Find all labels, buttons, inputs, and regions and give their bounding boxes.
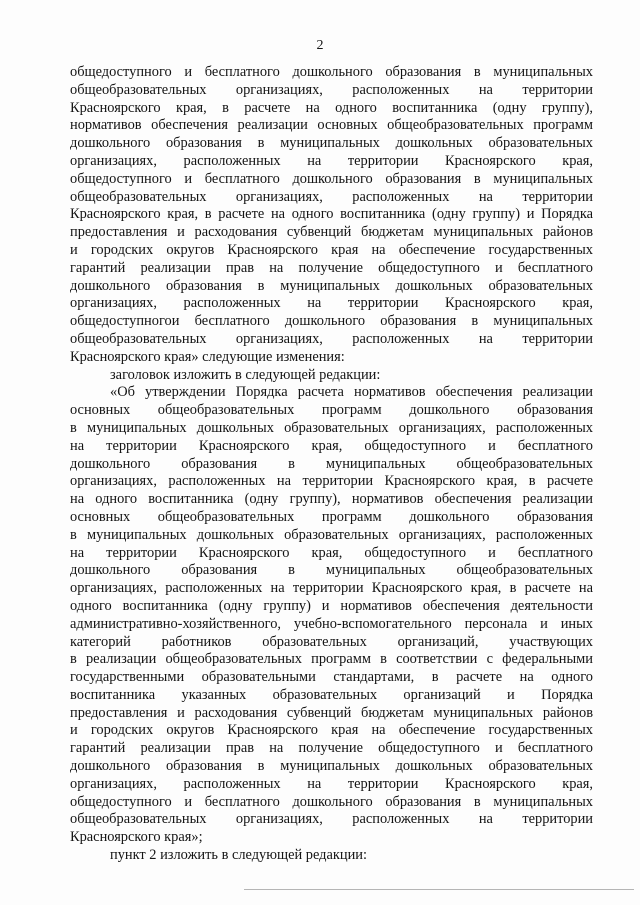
text-line: гарантий реализации прав на получение общедоступного и бесплатного: [70, 259, 593, 276]
text-line: организациях, расположенных на территории Красноярского края, в расчете: [70, 473, 593, 490]
text-line: пункт 2 изложить в следующей редакции:: [110, 847, 367, 864]
text-line: в муниципальных дошкольных образовательных организациях, расположенных: [70, 526, 593, 543]
text-line: основных общеобразовательных программ дошкольного образования: [70, 508, 593, 525]
text-line: общеобразовательных организациях, расположенных на территории: [70, 188, 593, 205]
text-line: Красноярского края, в расчете на одного воспитанника (одну группу) и Порядка: [70, 206, 593, 223]
text-line: организациях, расположенных на территории Красноярского края,: [70, 295, 593, 312]
text-line: категорий работников образовательных организаций, участвующих: [70, 633, 593, 650]
text-line: дошкольного образования в муниципальных общеобразовательных: [70, 562, 593, 579]
text-line: общедоступногои бесплатного дошкольного образования в муниципальных: [70, 313, 593, 330]
text-line: Красноярского края» следующие изменения:: [70, 348, 345, 365]
text-line: государственными образовательными стандартами, в расчете на одного: [70, 669, 593, 686]
text-line: гарантий реализации прав на получение общедоступного и бесплатного: [70, 740, 593, 757]
document-body-text: [70, 64, 593, 865]
text-line: одного воспитанника (одну группу) и нормативов обеспечения деятельности: [70, 597, 593, 614]
page-number: 2: [316, 38, 324, 53]
text-line: организациях, расположенных на территории Красноярского края,: [70, 152, 593, 169]
text-line: Красноярского края»;: [70, 829, 203, 846]
text-line: общеобразовательных организациях, расположенных на территории: [70, 811, 593, 828]
text-line: дошкольного образования в муниципальных дошкольных образовательных: [70, 277, 593, 294]
text-line: дошкольного образования в муниципальных дошкольных образовательных: [70, 758, 593, 775]
text-line: административно-хозяйственного, учебно-вспомогательного персонала и иных: [70, 615, 593, 632]
text-line: воспитанника указанных образовательных организаций и Порядка: [70, 686, 593, 703]
text-line: общеобразовательных организациях, расположенных на территории: [70, 330, 593, 347]
text-line: на территории Красноярского края, общедоступного и бесплатного: [70, 437, 593, 454]
text-line: общеобразовательных организациях, расположенных на территории: [70, 81, 593, 98]
text-line: «Об утверждении Порядка расчета нормативов обеспечения реализации: [110, 384, 593, 401]
text-line: в реализации общеобразовательных программ в соответствии с федеральными: [70, 651, 593, 668]
text-line: на одного воспитанника (одну группу), нормативов обеспечения реализации: [70, 491, 593, 508]
text-line: и городских округов Красноярского края на обеспечение государственных: [70, 722, 593, 739]
text-line: общедоступного и бесплатного дошкольного образования в муниципальных: [70, 793, 593, 810]
text-line: и городских округов Красноярского края на обеспечение государственных: [70, 241, 593, 258]
text-line: заголовок изложить в следующей редакции:: [110, 366, 381, 383]
text-line: общедоступного и бесплатного дошкольного образования в муниципальных: [70, 170, 593, 187]
text-line: дошкольного образования в муниципальных дошкольных образовательных: [70, 135, 593, 152]
text-line: дошкольного образования в муниципальных общеобразовательных: [70, 455, 593, 472]
text-line: на территории Красноярского края, общедоступного и бесплатного: [70, 544, 593, 561]
text-line: общедоступного и бесплатного дошкольного образования в муниципальных: [70, 64, 593, 80]
text-line: предоставления и расходования субвенций бюджетам муниципальных районов: [70, 704, 593, 721]
text-line: организациях, расположенных на территории Красноярского края,: [70, 775, 593, 792]
text-line: предоставления и расходования субвенций бюджетам муниципальных районов: [70, 224, 593, 241]
text-line: организациях, расположенных на территории Красноярского края, в расчете на: [70, 580, 593, 597]
bottom-edge-line: [244, 889, 634, 890]
text-line: Красноярского края, в расчете на одного воспитанника (одну группу),: [70, 99, 593, 116]
text-line: основных общеобразовательных программ дошкольного образования: [70, 402, 593, 419]
text-line: нормативов обеспечения реализации основных общеобразовательных программ: [70, 117, 593, 134]
text-line: в муниципальных дошкольных образовательных организациях, расположенных: [70, 419, 593, 436]
